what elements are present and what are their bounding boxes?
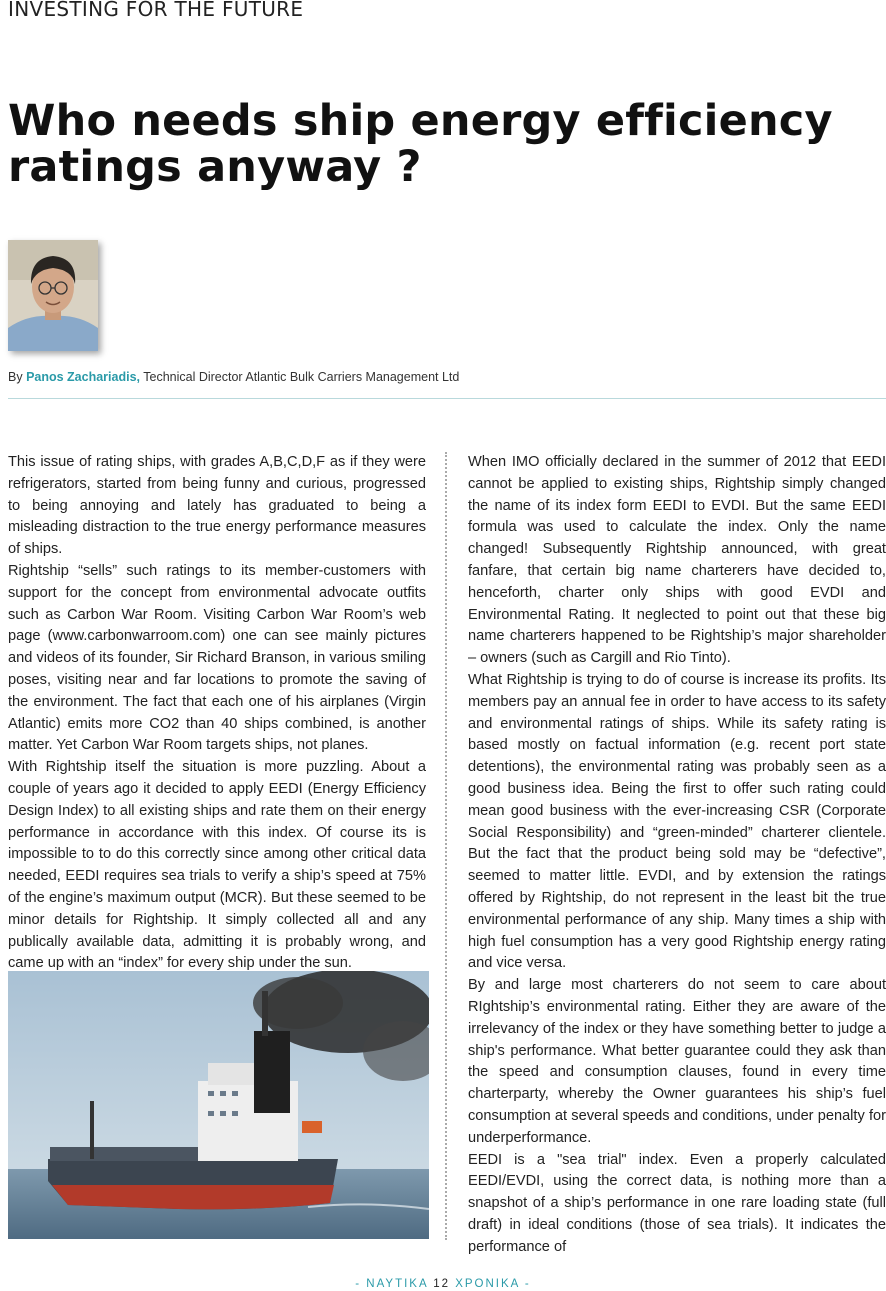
author-role: Technical Director Atlantic Bulk Carriers Management Ltd [140,370,460,384]
author-name: Panos Zachariadis, [26,370,140,384]
article-title: Who needs ship energy efficiency ratings anyway ? [8,96,833,192]
article-paragraph: When IMO officially declared in the summer of 2012 that EEDI cannot be applied to existing ships, Rightship simply changed the name of its index form EEDI to EVDI. But the same EEDI formula was used to calculate the index. Only the name changed! Subsequently Rightship announced, with great fanfare, that certain big name charterers have decided to, henceforth, charter only ships with good EVDI and Environmental Rating. It neglected to point out that these big name charterers happened to be Rightship’s major shareholder – owners (such as Cargill and Rio Tinto). [468,454,886,667]
article-column-left [8,452,426,975]
byline-prefix: By [8,370,27,384]
article-paragraph: EEDI is a "sea trial" index. Even a properly calculated EEDI/EVDI, using the correct data, is nothing more than a snapshot of a ship’s performance in one rare loading state (full draft) in ideal conditions (those of sea trials). It indicates the performance of [468,1151,886,1255]
byline [8,370,459,384]
page-number: 12 [433,1278,451,1290]
ship-photo [8,971,429,1239]
article-paragraph: Rightship “sells” such ratings to its member-customers with support for the concept from environmental advocate outfits such as Carbon War Room. Visiting Carbon War Room’s web page (www.carbonwarroom.com) one can see mainly pictures and videos of its founder, Sir Richard Branson, in various smiling poses, visiting near and far locations to promote the saving of the environment. The fact that each one of his airplanes (Virgin Atlantic) emits more CO2 than 40 ships combined, is another matter. Yet Carbon War Room targets ships, not planes. [8,562,426,754]
section-label: INVESTING FOR THE FUTURE [8,0,304,21]
article-paragraph: What Rightship is trying to do of course is increase its profits. Its members pay an annual fee in order to have access to its safety and environmental ratings of ships. While its safety rating is based mostly on factual information (e.g. recent port state detentions), the environmental rating was probably seen as a good business idea. Being the first to offer such rating could mean good business with the ever-increasing CSR (Corporate Social Responsibility) and “green-minded” charterer clientele. But the fact that the product being sold may be “defective”, seemed to matter little. EVDI, and by extension the ratings offered by Rightship, do not represent in the least bit the true environmental performance of any ship. Many times a ship with high fuel consumption has a very good Rightship energy rating and vice versa. [468,671,886,972]
page-footer [0,1278,886,1290]
footer-left: - ΝΑΥΤΙΚΑ [355,1278,434,1290]
article-paragraph: With Rightship itself the situation is more puzzling. About a couple of years ago it decided to apply EEDI (Energy Efficiency Design Index) to all existing ships and rate them on their energy performance in accordance with this index. Of course its is impossible to to do this correctly since among other critical data needed, EEDI requires sea trials to verify a ship’s speed at 75% of the engine’s maximum output (MCR). But these seemed to be minor details for Rightship. It simply collected all and any publically available data, admitting it is probably wrong, and came up with an “index” for every ship under the sun. [8,759,426,972]
column-divider [445,452,447,1240]
author-photo [8,240,98,351]
article-paragraph: By and large most charterers do not seem to care about RIghtship’s environmental rating. Either they are aware of the irrelevancy of the index or they have something better to judge a ship's performance. What better guarantee could they ask than the speed and consumption clauses, found in every time charterparty, whereby the Owner guarantees his ship’s fuel consumption at several speeds and conditions, under penalty for underperformance. [468,977,886,1146]
article-column-right [468,452,886,1258]
header-rule [8,398,886,399]
article-paragraph: This issue of rating ships, with grades A,B,C,D,F as if they were refrigerators, started from being funny and curious, progressed to being annoying and lately has graduated to being a misleading distraction to the true energy performance measures of ships. [8,454,426,558]
footer-right: ΧΡΟΝΙΚΑ - [450,1278,531,1290]
